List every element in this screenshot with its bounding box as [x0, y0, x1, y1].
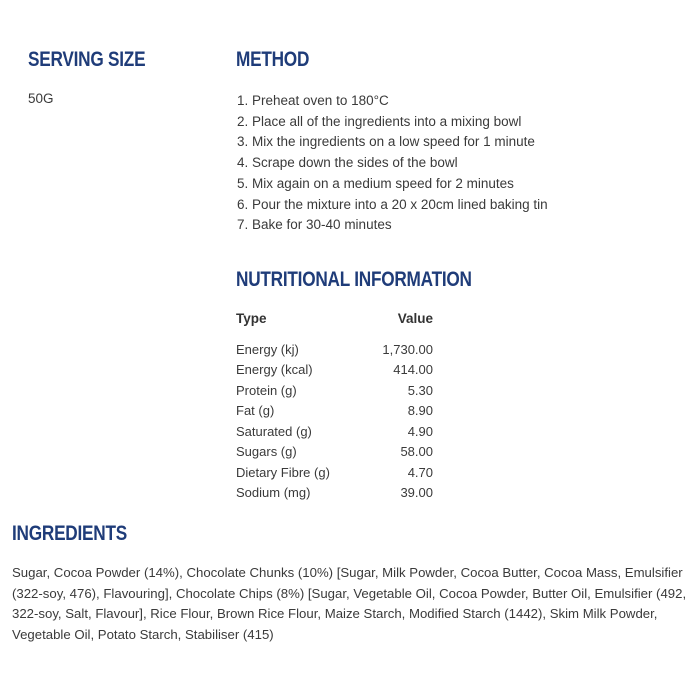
nutrient-value: 4.70 — [407, 464, 433, 480]
method-step: 4. Scrape down the sides of the bowl — [237, 155, 458, 171]
value-column-header: Value — [397, 311, 433, 326]
table-row — [236, 360, 433, 381]
nutrient-type: Sugars (g) — [236, 444, 297, 460]
serving-size-heading: SERVING SIZE — [28, 48, 146, 71]
table-row — [236, 339, 433, 360]
nutrient-type: Fat (g) — [236, 403, 275, 419]
method-step: 5. Mix again on a medium speed for 2 minutes — [237, 175, 514, 191]
method-step: 1. Preheat oven to 180°C — [237, 93, 389, 108]
nutrient-value: 58.00 — [400, 444, 433, 460]
nutrient-type: Saturated (g) — [236, 423, 312, 439]
nutrient-type: Protein (g) — [236, 382, 297, 398]
nutrient-value: 8.90 — [407, 403, 433, 419]
nutrient-value: 1,730.00 — [382, 341, 433, 357]
ingredients-heading: INGREDIENTS — [12, 522, 127, 545]
method-step: 6. Pour the mixture into a 20 x 20cm lined baking tin — [237, 196, 548, 212]
ingredients-list-text: Sugar, Cocoa Powder (14%), Chocolate Chunks (10%) [Sugar, Milk Powder, Cocoa Butter, Cocoa Mass, Emulsifier (322-soy, 476), Flavouring], Chocolate Chips (8%) [Sugar, Vegetable Oil, Cocoa Powder, Butter Oil, Emulsifier (492, 322-soy, Salt, Flavour], Rice Flour, Brown Rice Flour, Maize Starch, Modified Starch (1442), Skim Milk Powder, Vegetable Oil, Potato Starch, Stabiliser (415) — [12, 565, 687, 643]
table-row — [236, 421, 433, 442]
nutrient-type: Sodium (mg) — [236, 485, 311, 501]
table-row — [236, 462, 433, 483]
nutrient-value: 5.30 — [407, 382, 433, 398]
table-row — [236, 442, 433, 463]
nutrient-value: 39.00 — [400, 485, 433, 501]
table-row — [236, 401, 433, 422]
serving-size-value: 50G — [28, 91, 54, 106]
nutrition-table — [236, 311, 433, 503]
nutrient-type: Energy (kj) — [236, 341, 299, 357]
nutrient-value: 414.00 — [393, 362, 433, 378]
method-step: 7. Bake for 30-40 minutes — [237, 217, 392, 233]
table-row — [236, 380, 433, 401]
method-step: 2. Place all of the ingredients into a mixing bowl — [237, 113, 522, 129]
nutritional-information-heading: NUTRITIONAL INFORMATION — [236, 268, 472, 291]
method-heading: METHOD — [236, 48, 310, 71]
nutrient-value: 4.90 — [407, 423, 433, 439]
type-column-header: Type — [236, 311, 267, 326]
nutrient-type: Energy (kcal) — [236, 362, 313, 378]
nutrition-header-row — [236, 311, 433, 339]
table-row — [236, 483, 433, 504]
method-step: 3. Mix the ingredients on a low speed for 1 minute — [237, 134, 535, 150]
nutrient-type: Dietary Fibre (g) — [236, 464, 330, 480]
method-steps-list — [237, 91, 548, 236]
